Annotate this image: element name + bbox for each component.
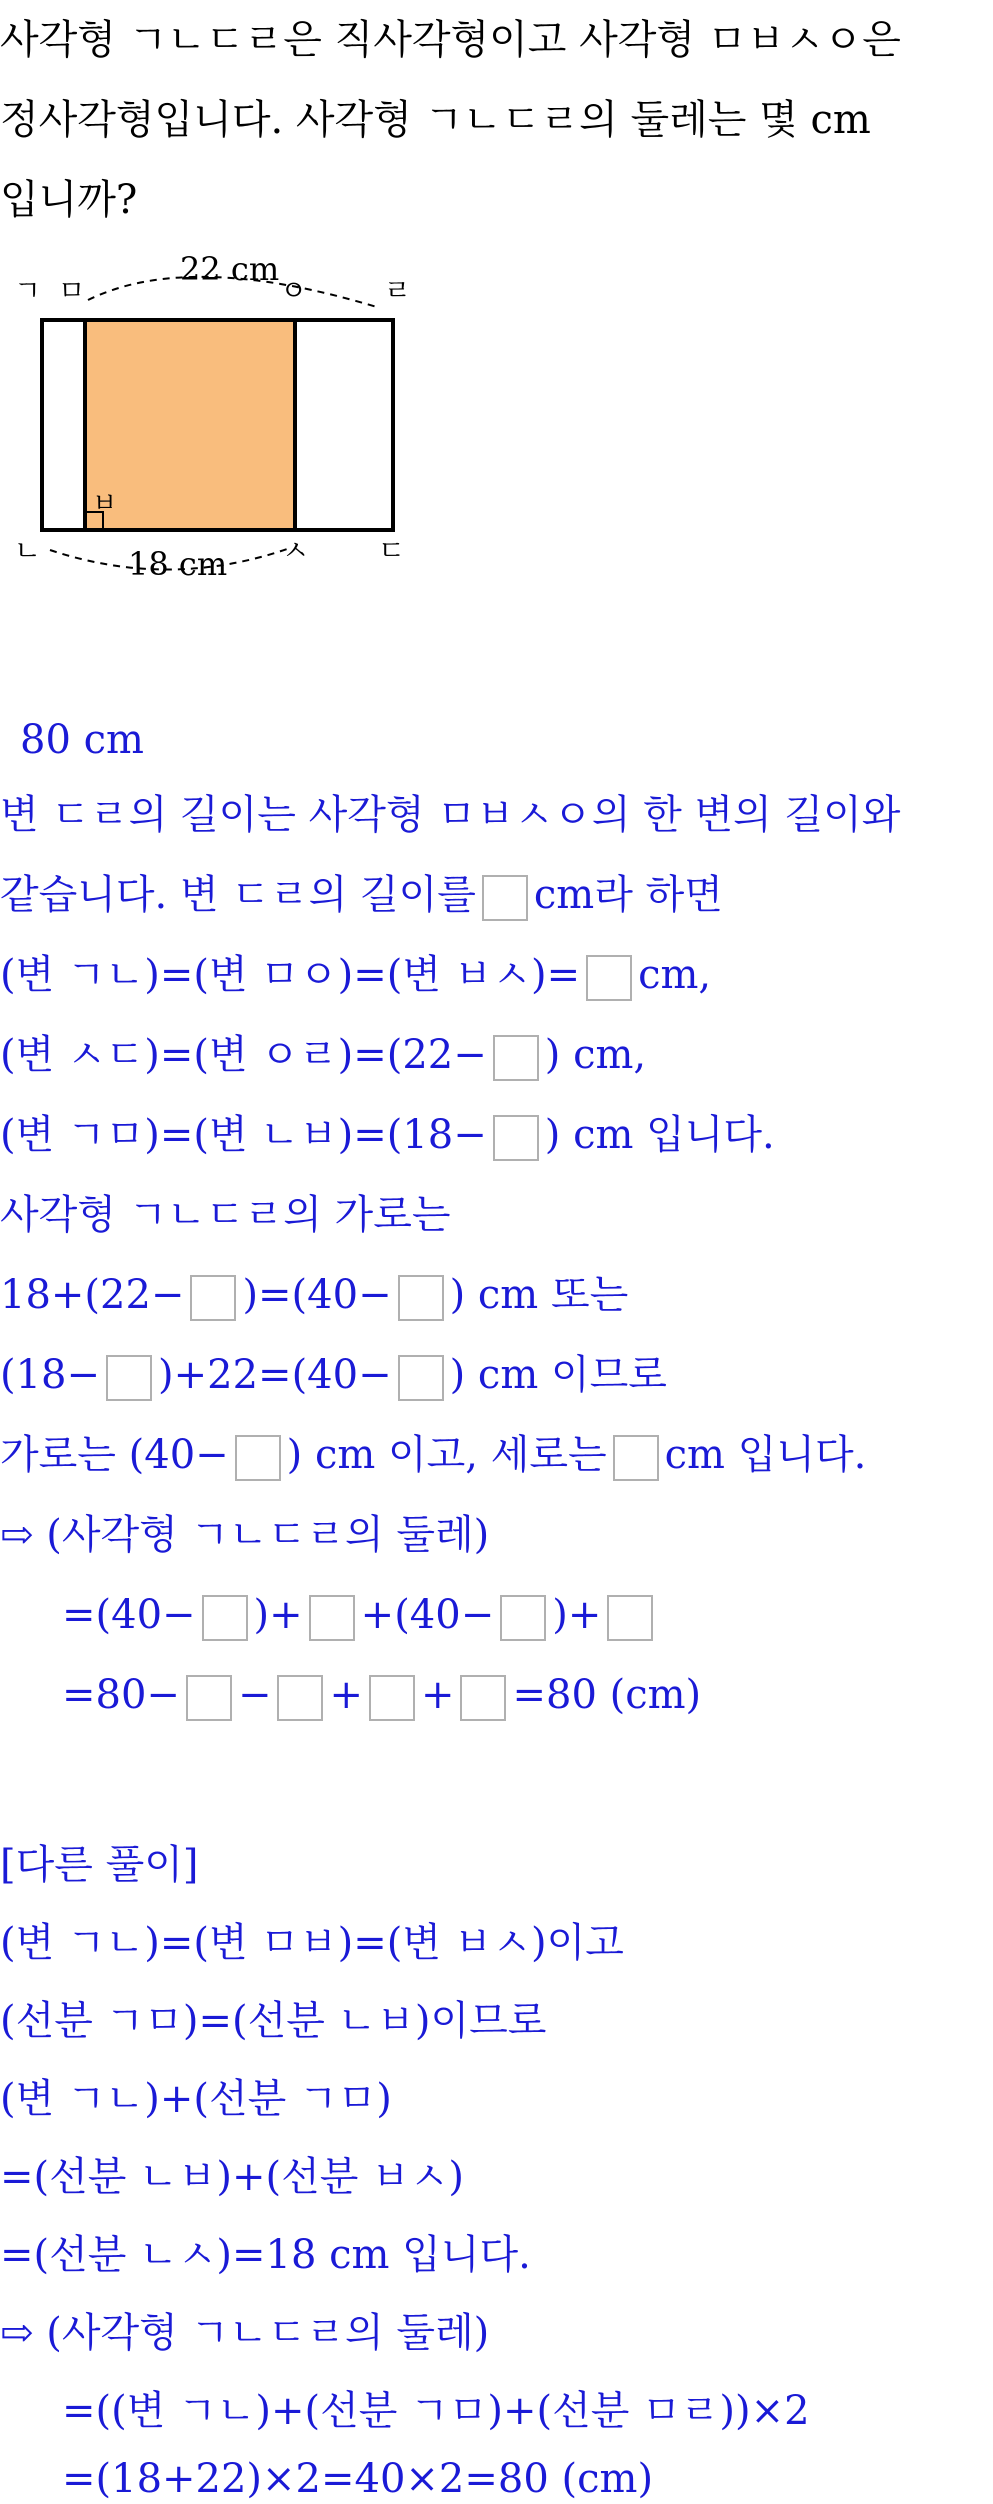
answer-box[interactable] (398, 1355, 444, 1401)
solution-line: (선분 ㄱㅁ)=(선분 ㄴㅂ)이므로 (0, 1998, 547, 2044)
vertex-label-d: ㄷ (378, 534, 406, 567)
solution-line: (18− )+22=(40− ) cm 이므로 (0, 1350, 667, 1400)
solution-line: =(40− )+ +(40− )+ (62, 1590, 659, 1640)
answer-box[interactable] (500, 1595, 546, 1641)
answer-box[interactable] (613, 1435, 659, 1481)
vertex-label-n: ㄴ (14, 534, 42, 567)
solution-line: 가로는 (40− ) cm 이고, 세로는 cm 입니다. (0, 1430, 866, 1480)
solution-line: 18+(22− )=(40− ) cm 또는 (0, 1270, 628, 1320)
answer-box[interactable] (493, 1115, 539, 1161)
answer-box[interactable] (607, 1595, 653, 1641)
solution-line: =(선분 ㄴㅂ)+(선분 ㅂㅅ) (0, 2154, 465, 2200)
answer-box[interactable] (460, 1675, 506, 1721)
question-line: 사각형 ㄱㄴㄷㄹ은 직사각형이고 사각형 ㅁㅂㅅㅇ은 (0, 17, 901, 63)
solution-line: (변 ㄱㄴ)=(변 ㅁㅂ)=(변 ㅂㅅ)이고 (0, 1920, 624, 1966)
solution-line: (변 ㄱㅁ)=(변 ㄴㅂ)=(18− ) cm 입니다. (0, 1110, 775, 1160)
answer-box[interactable] (186, 1675, 232, 1721)
solution-line: =80− − + + =80 (cm) (62, 1670, 701, 1720)
answer-box[interactable] (106, 1355, 152, 1401)
vertex-label-o: ㅇ (280, 274, 308, 307)
solution-line: ⇨ (사각형 ㄱㄴㄷㄹ의 둘레) (0, 1512, 490, 1558)
vertex-label-s: ㅅ (282, 534, 310, 567)
answer-box[interactable] (482, 875, 528, 921)
vertex-label-g: ㄱ (14, 274, 42, 307)
solution-line: =(18+22)×2=40×2=80 (cm) (62, 2456, 654, 2502)
solution-line: =((변 ㄱㄴ)+(선분 ㄱㅁ)+(선분 ㅁㄹ))×2 (62, 2388, 810, 2434)
solution-line: 같습니다. 변 ㄷㄹ의 길이를 cm라 하면 (0, 870, 723, 920)
vertex-label-m: ㅁ (58, 274, 86, 307)
answer-box[interactable] (369, 1675, 415, 1721)
answer-box[interactable] (309, 1595, 355, 1641)
rectangle-figure (0, 250, 450, 590)
answer-box[interactable] (235, 1435, 281, 1481)
answer-box[interactable] (190, 1275, 236, 1321)
top-length-label: 22 cm (180, 250, 280, 288)
answer-box[interactable] (398, 1275, 444, 1321)
solution-line: =(선분 ㄴㅅ)=18 cm 입니다. (0, 2232, 531, 2278)
answer-box[interactable] (586, 955, 632, 1001)
solution-line: 사각형 ㄱㄴㄷㄹ의 가로는 (0, 1192, 451, 1238)
solution-line: ⇨ (사각형 ㄱㄴㄷㄹ의 둘레) (0, 2310, 490, 2356)
answer-box[interactable] (277, 1675, 323, 1721)
solution-line: (변 ㅅㄷ)=(변 ㅇㄹ)=(22− ) cm, (0, 1030, 646, 1080)
question (0, 0, 993, 240)
bottom-length-label: 18 cm (128, 545, 228, 583)
solution-line: 변 ㄷㄹ의 길이는 사각형 ㅁㅂㅅㅇ의 한 변의 길이와 (0, 792, 901, 838)
alt-solution-title: [다른 풀이] (0, 1842, 199, 1888)
vertex-label-r: ㄹ (384, 274, 412, 307)
vertex-label-b: ㅂ (92, 489, 118, 519)
answer-box[interactable] (493, 1035, 539, 1081)
solution-line: (변 ㄱㄴ)+(선분 ㄱㅁ) (0, 2076, 392, 2122)
answer-box[interactable] (202, 1595, 248, 1641)
question-line: 정사각형입니다. 사각형 ㄱㄴㄷㄹ의 둘레는 몇 cm (0, 97, 871, 143)
question-line: 입니까? (0, 177, 138, 223)
answer: 80 cm (20, 717, 144, 763)
solution-line: (변 ㄱㄴ)=(변 ㅁㅇ)=(변 ㅂㅅ)= cm, (0, 950, 711, 1000)
